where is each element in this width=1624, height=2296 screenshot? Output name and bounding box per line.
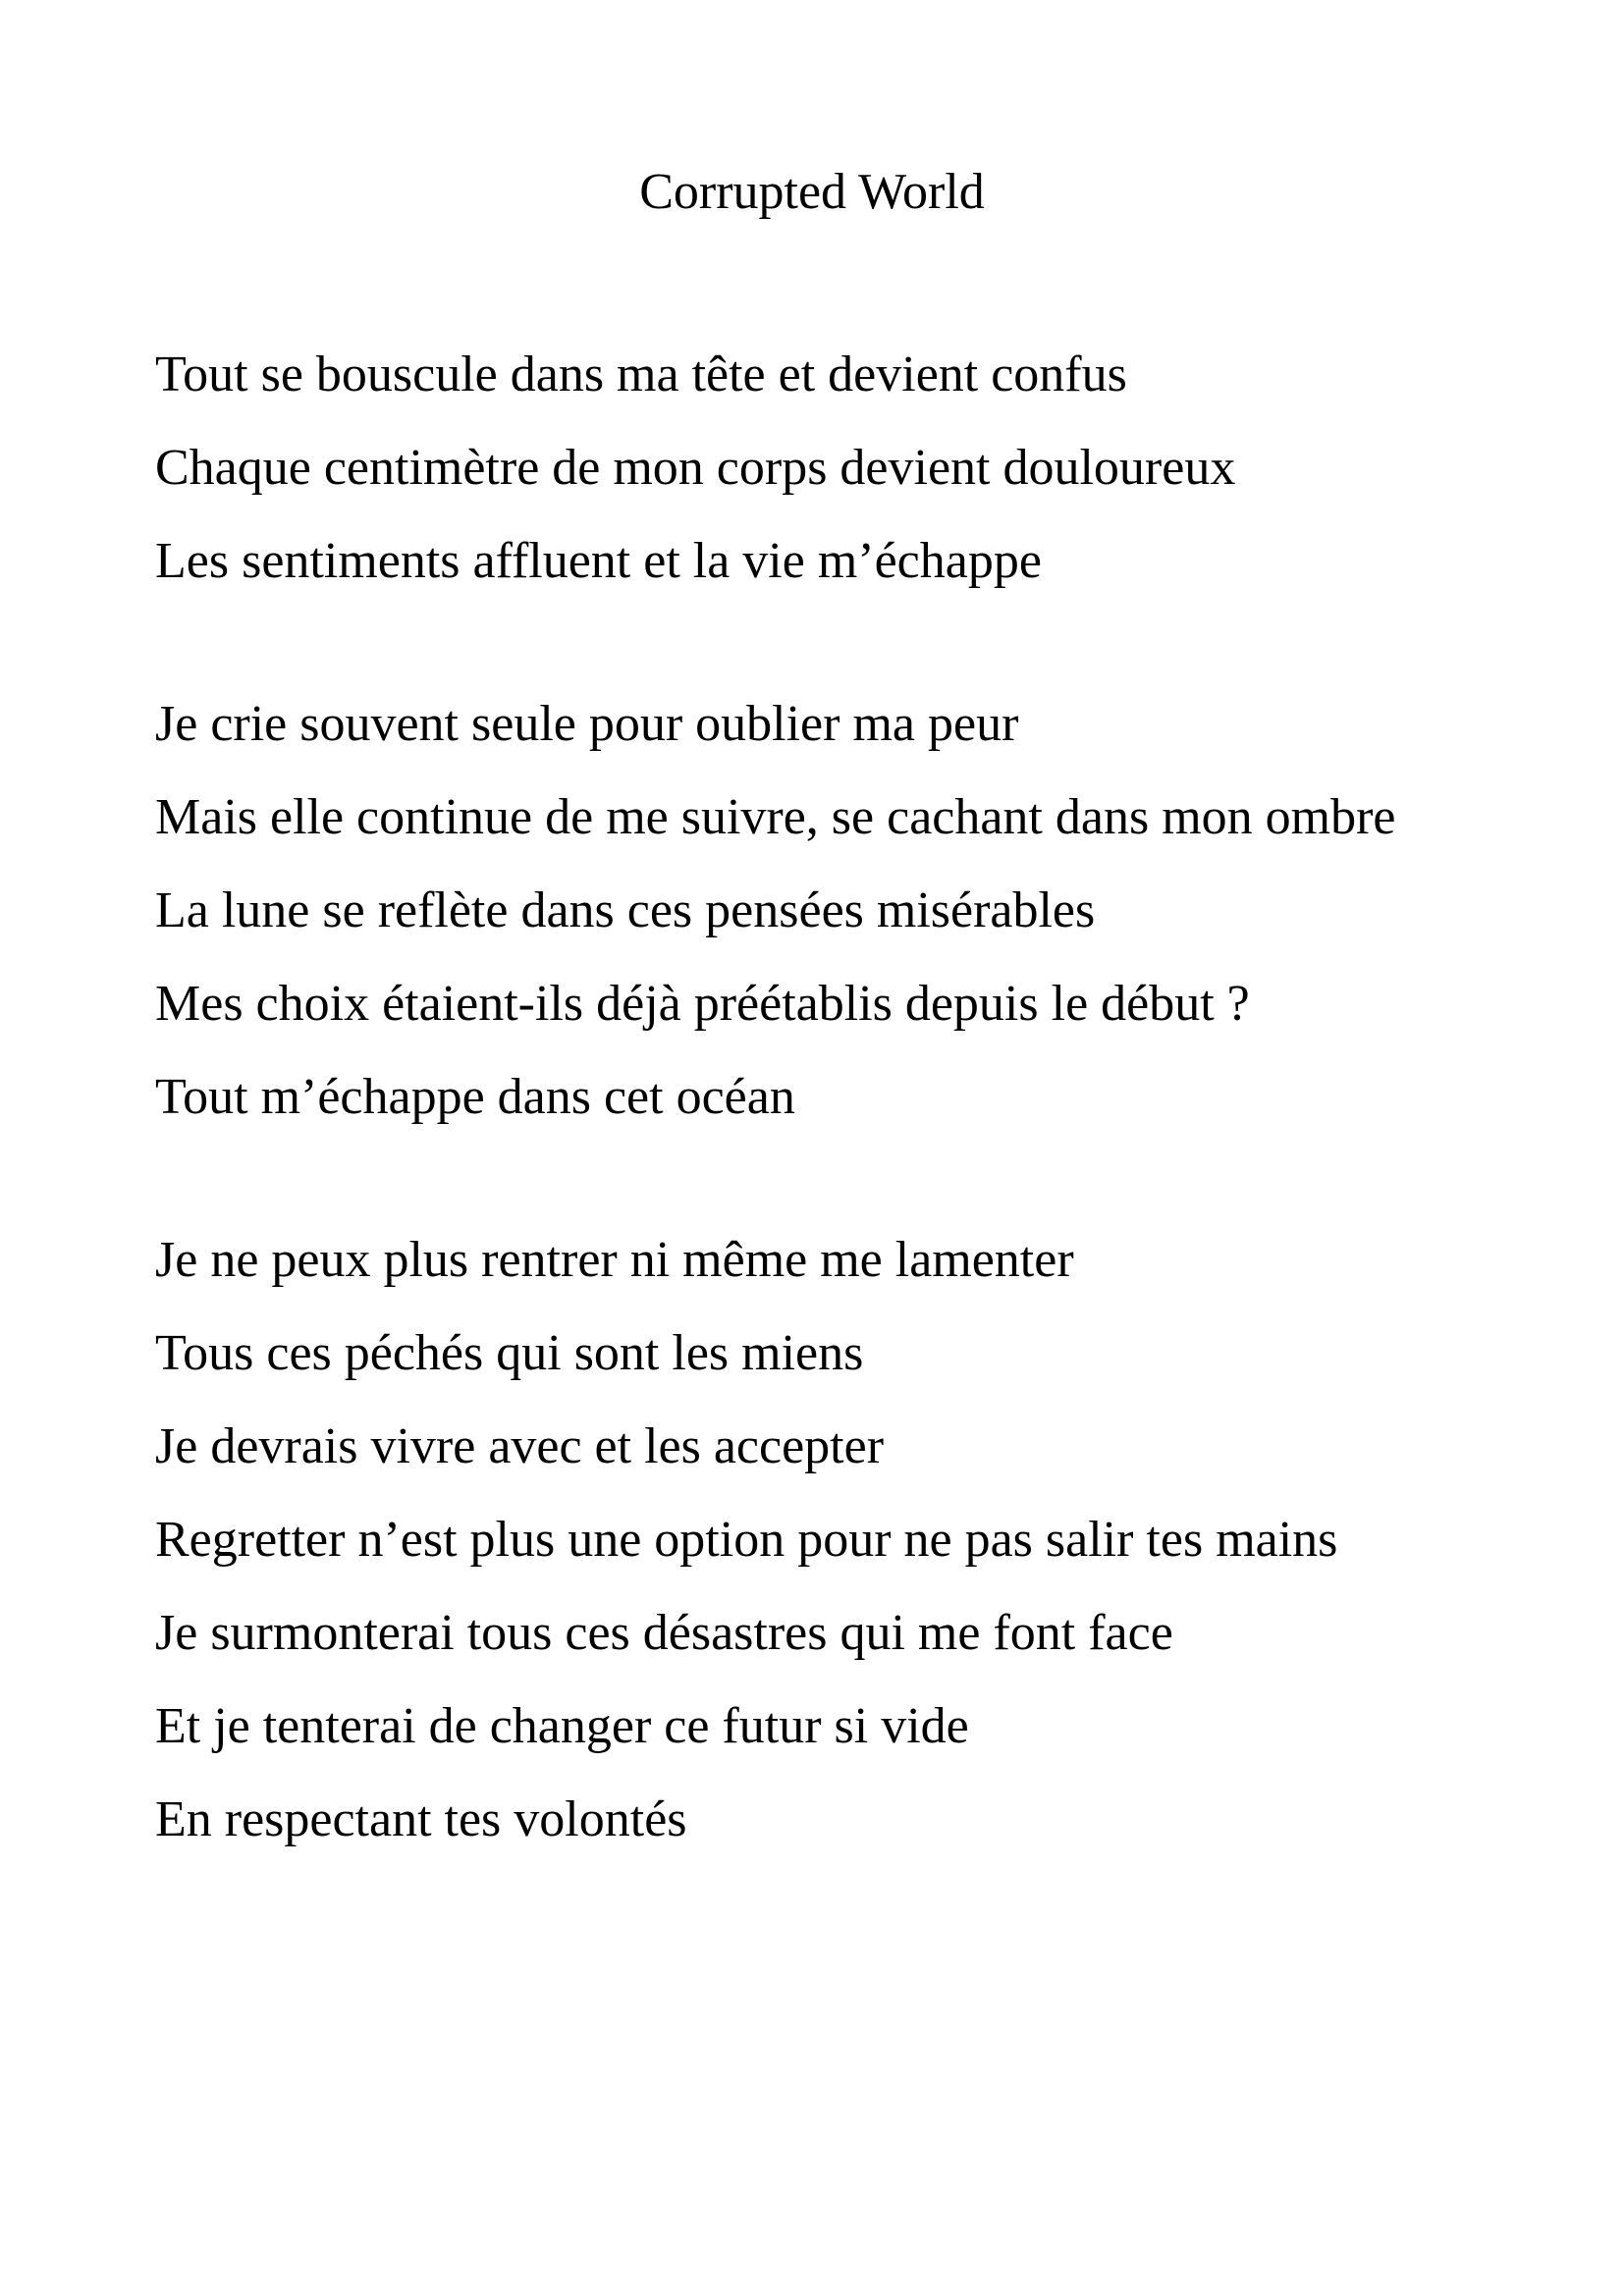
- poem-line: Je surmonterai tous ces désastres qui me font face: [155, 1605, 1173, 1661]
- poem-body: [155, 340, 1422, 1948]
- stanza-2: [155, 689, 1422, 1133]
- poem-line: La lune se reflète dans ces pensées misérables: [155, 882, 1096, 938]
- poem-line: Les sentiments affluent et la vie m’échappe: [155, 533, 1042, 589]
- poem-title: Corrupted World: [639, 164, 985, 220]
- poem-line: Tout se bouscule dans ma tête et devient confus: [155, 347, 1127, 402]
- poem-line: Chaque centimètre de mon corps devient douloureux: [155, 440, 1236, 496]
- poem-line: Regretter n’est plus une option pour ne pas salir tes mains: [155, 1512, 1338, 1568]
- stanza-1: [155, 340, 1422, 597]
- poem-line: Je devrais vivre avec et les accepter: [155, 1418, 885, 1474]
- poem-line: Je ne peux plus rentrer ni même me lamenter: [155, 1232, 1074, 1288]
- poem-line: Et je tenterai de changer ce futur si vide: [155, 1698, 969, 1754]
- poem-line: Mais elle continue de me suivre, se cachant dans mon ombre: [155, 789, 1396, 845]
- poem-line: Tout m’échappe dans cet océan: [155, 1069, 795, 1125]
- stanza-3: [155, 1225, 1422, 1855]
- poem-line: Tous ces péchés qui sont les miens: [155, 1325, 864, 1381]
- poem-line: Je crie souvent seule pour oublier ma peur: [155, 696, 1019, 752]
- poem-line: En respectant tes volontés: [155, 1791, 687, 1847]
- poem-line: Mes choix étaient-ils déjà préétablis depuis le début ?: [155, 976, 1250, 1032]
